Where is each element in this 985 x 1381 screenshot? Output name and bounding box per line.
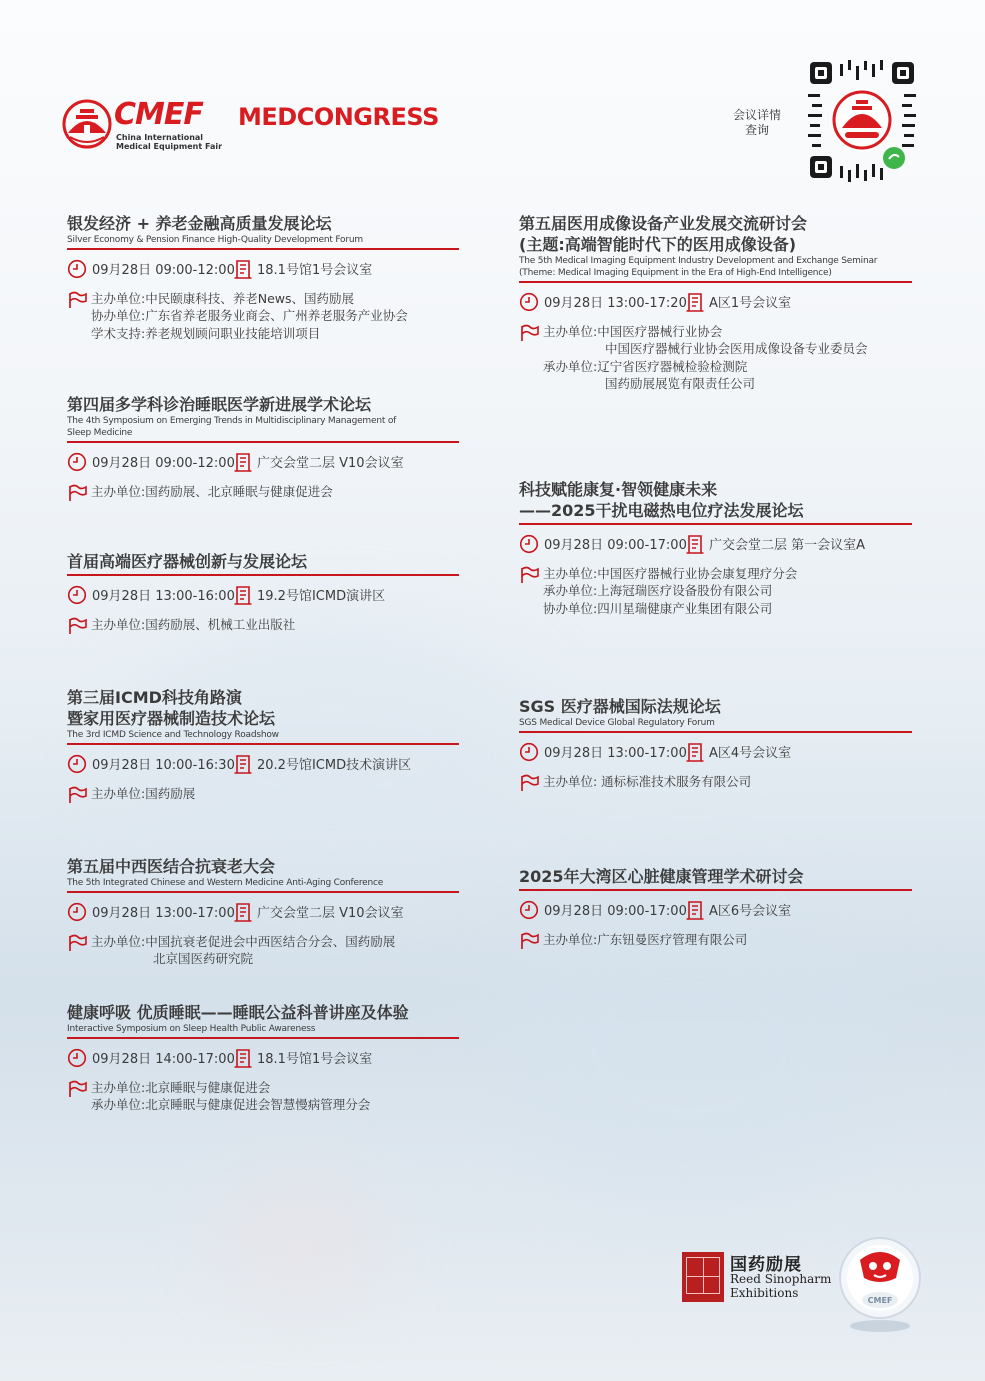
forum-time: [67, 902, 234, 922]
forum-meta-row: [67, 753, 459, 775]
forum-english-title: The 4th Symposium on Emerging Trends in Multidisciplinary Management of: [67, 416, 397, 426]
forum-block: [519, 866, 912, 954]
title-divider: [67, 574, 459, 576]
forum-title: 第五届医用成像设备产业发展交流研讨会: [519, 214, 808, 233]
forum-time-text: 09月28日 14:00-17:00: [92, 1052, 235, 1067]
qr-label: [728, 108, 786, 138]
organizer-line: 主办单位:中国医疗器械行业协会康复理疗分会: [543, 565, 798, 581]
forum-english-title: The 5th Medical Imaging Equipment Industry Development and Exchange Seminar: [519, 256, 878, 266]
venue-icon: [234, 1048, 252, 1068]
forum-venue-text: 广交会堂二层 V10会议室: [257, 906, 404, 921]
forum-venue: [234, 585, 385, 605]
forum-title: 首届高端医疗器械创新与发展论坛: [67, 552, 308, 571]
forum-english-title: Interactive Symposium on Sleep Health Public Awareness: [67, 1024, 316, 1034]
forum-meta-row: [519, 291, 912, 313]
forum-time-text: 09月28日 09:00-17:00: [544, 538, 687, 553]
cmef-subtitle: [116, 133, 222, 151]
organizer-line: 主办单位:中国抗衰老促进会中西医结合分会、国药励展: [91, 933, 396, 949]
title-divider: [519, 281, 912, 283]
venue-icon: [234, 452, 252, 472]
forum-venue: [686, 292, 791, 312]
cmef-emblem-icon: [62, 99, 112, 149]
organizer-line: 主办单位: 通标标准技术服务有限公司: [543, 773, 752, 789]
forum-title: 健康呼吸 优质睡眠——睡眠公益科普讲座及体验: [67, 1003, 409, 1022]
title-divider: [519, 889, 912, 891]
background-glow: [220, 1180, 380, 1300]
forum-title: 银发经济 + 养老金融高质量发展论坛: [67, 214, 332, 233]
forum-venue: [234, 452, 404, 472]
title-divider: [67, 441, 459, 443]
forum-time: [67, 1048, 234, 1068]
organizer-line: 主办单位:国药励展、机械工业出版社: [91, 616, 296, 632]
forum-venue-text: 18.1号馆1号会议室: [257, 263, 373, 278]
forum-venue: [686, 900, 791, 920]
forum-title: ——2025干扰电磁热电位疗法发展论坛: [519, 501, 804, 520]
forum-organizers: [67, 785, 459, 809]
forum-title: SGS 医疗器械国际法规论坛: [519, 697, 721, 716]
forum-time: [519, 534, 686, 554]
venue-icon: [686, 292, 704, 312]
forum-english-title: Silver Economy & Pension Finance High-Quality Development Forum: [67, 235, 363, 245]
forum-title: 科技赋能康复·智领健康未来: [519, 480, 718, 499]
forum-english-title: (Theme: Medical Imaging Equipment in the Era of High-End Intelligence): [519, 268, 832, 278]
clock-icon: [67, 259, 87, 279]
forum-organizers: [519, 323, 912, 393]
forum-venue: [234, 1048, 372, 1068]
forum-time-text: 09月28日 09:00-12:00: [92, 456, 235, 471]
forum-organizers: [67, 483, 459, 507]
forum-block: [67, 394, 459, 506]
title-divider: [67, 248, 459, 250]
organizer-line: 承办单位:北京睡眠与健康促进会智慧慢病管理分会: [91, 1097, 371, 1112]
title-divider: [519, 731, 912, 733]
organizer-line: 主办单位:国药励展: [91, 785, 196, 801]
forum-meta-row: [519, 899, 912, 921]
organizer-line: 中国医疗器械行业协会医用成像设备专业委员会: [605, 341, 868, 356]
forum-venue: [234, 259, 372, 279]
forum-title: (主题:高端智能时代下的医用成像设备): [519, 235, 797, 254]
title-divider: [67, 743, 459, 745]
medcongress-wordmark: MEDCONGRESS: [238, 103, 439, 131]
forum-english-title: Sleep Medicine: [67, 428, 133, 438]
flag-icon: [519, 324, 539, 342]
forum-block: [519, 213, 912, 393]
forum-meta-row: [519, 741, 912, 763]
flag-icon: [519, 566, 539, 584]
organizer-line: 主办单位:中民颐康科技、养老News、国药励展: [91, 290, 354, 306]
forum-venue: [234, 902, 404, 922]
forum-block: [67, 687, 459, 808]
organizer-line: 主办单位:中国医疗器械行业协会: [543, 323, 723, 339]
flag-icon: [67, 484, 87, 502]
forum-title: 2025年大湾区心脏健康管理学术研讨会: [519, 867, 804, 886]
title-divider: [67, 1037, 459, 1039]
forum-meta-row: [67, 901, 459, 923]
clock-icon: [67, 902, 87, 922]
forum-meta-row: [67, 451, 459, 473]
organizer-line: 学术支持:养老规划顾问职业技能培训项目: [91, 325, 321, 341]
organizer-line: 承办单位:上海冠瑞医疗设备股份有限公司: [543, 583, 773, 598]
forum-venue-text: 20.2号馆ICMD技术演讲区: [257, 758, 412, 773]
cmef-subtitle-line: China International: [116, 133, 204, 142]
forum-organizers: [67, 933, 459, 968]
forum-venue-text: A区4号会议室: [709, 746, 792, 761]
forum-english-title: SGS Medical Device Global Regulatory Forum: [519, 718, 715, 728]
forum-venue-text: 18.1号馆1号会议室: [257, 1052, 373, 1067]
organizer-line: 协办单位:四川星瑞健康产业集团有限公司: [543, 600, 773, 616]
flag-icon: [519, 932, 539, 950]
reed-sinopharm-logo: [682, 1252, 842, 1302]
forum-time: [67, 585, 234, 605]
clock-icon: [519, 900, 539, 920]
organizer-line: 主办单位:北京睡眠与健康促进会: [91, 1079, 271, 1095]
forum-block: [519, 696, 912, 796]
forum-time-text: 09月28日 10:00-16:30: [92, 758, 235, 773]
forum-time-text: 09月28日 09:00-12:00: [92, 263, 235, 278]
forum-organizers: [519, 565, 912, 618]
qr-label-line: 查询: [744, 123, 769, 137]
organizer-line: 国药励展展览有限责任公司: [605, 376, 756, 391]
forum-time-text: 09月28日 13:00-17:20: [544, 296, 687, 311]
flag-icon: [67, 934, 87, 952]
clock-icon: [519, 292, 539, 312]
forum-venue: [686, 534, 865, 554]
forum-block: [67, 213, 459, 342]
clock-icon: [519, 534, 539, 554]
cmef-mascot-icon: [836, 1226, 924, 1334]
forum-block: [67, 1002, 459, 1114]
forum-meta-row: [67, 1047, 459, 1069]
cmef-medcongress-logo: [62, 95, 439, 155]
mini-program-qr-code[interactable]: [806, 58, 918, 184]
flag-icon: [67, 1080, 87, 1098]
forum-meta-row: [519, 533, 912, 555]
forum-title: 第三届ICMD科技角路演: [67, 688, 242, 707]
clock-icon: [67, 585, 87, 605]
forum-time-text: 09月28日 09:00-17:00: [544, 904, 687, 919]
forum-time: [67, 754, 234, 774]
forum-organizers: [519, 931, 912, 955]
forum-title: 第五届中西医结合抗衰老大会: [67, 857, 276, 876]
venue-icon: [234, 902, 252, 922]
flag-icon: [67, 617, 87, 635]
clock-icon: [67, 754, 87, 774]
reed-sinopharm-cn: 国药励展: [730, 1255, 802, 1275]
forum-venue-text: 广交会堂二层 第一会议室A: [709, 538, 866, 553]
title-divider: [519, 523, 912, 525]
forum-organizers: [67, 1079, 459, 1114]
clock-icon: [519, 742, 539, 762]
organizer-line: 北京国医药研究院: [153, 951, 254, 966]
title-divider: [67, 891, 459, 893]
forum-venue-text: A区6号会议室: [709, 904, 792, 919]
organizer-line: 协办单位:广东省养老服务业商会、广州养老服务产业协会: [91, 308, 408, 323]
forum-venue-text: 19.2号馆ICMD演讲区: [257, 589, 386, 604]
forum-block: [67, 856, 459, 968]
reed-sinopharm-en: [730, 1272, 831, 1300]
cmef-wordmark: CMEF: [114, 97, 203, 132]
forum-venue-text: 广交会堂二层 V10会议室: [257, 456, 404, 471]
reed-sinopharm-en-line: Reed Sinopharm: [730, 1272, 832, 1286]
forum-time: [67, 259, 234, 279]
organizer-line: 主办单位:国药励展、北京睡眠与健康促进会: [91, 483, 333, 499]
forum-meta-row: [67, 258, 459, 280]
cmef-subtitle-line: Medical Equipment Fair: [116, 142, 223, 151]
venue-icon: [234, 585, 252, 605]
venue-icon: [234, 259, 252, 279]
forum-organizers: [67, 290, 459, 343]
forum-title: 第四届多学科诊治睡眠医学新进展学术论坛: [67, 395, 372, 414]
forum-meta-row: [67, 584, 459, 606]
venue-icon: [686, 742, 704, 762]
qr-label-line: 会议详情: [732, 108, 781, 122]
organizer-line: 承办单位:辽宁省医疗器械检验检测院: [543, 358, 748, 374]
flag-icon: [67, 291, 87, 309]
forum-time-text: 09月28日 13:00-17:00: [544, 746, 687, 761]
reed-sinopharm-en-line: Exhibitions: [730, 1286, 799, 1300]
forum-organizers: [519, 773, 912, 797]
forum-venue: [686, 742, 791, 762]
forum-time: [519, 900, 686, 920]
organizer-line: 主办单位:广东钮曼医疗管理有限公司: [543, 931, 748, 947]
reed-sinopharm-seal-icon: [682, 1252, 724, 1302]
forum-english-title: The 5th Integrated Chinese and Western Medicine Anti-Aging Conference: [67, 878, 384, 888]
forum-venue-text: A区1号会议室: [709, 296, 792, 311]
clock-icon: [67, 452, 87, 472]
clock-icon: [67, 1048, 87, 1068]
forum-time: [519, 742, 686, 762]
forum-title: 暨家用医疗器械制造技术论坛: [67, 709, 276, 728]
forum-time: [67, 452, 234, 472]
venue-icon: [686, 900, 704, 920]
forum-time-text: 09月28日 13:00-16:00: [92, 589, 235, 604]
flag-icon: [67, 786, 87, 804]
flag-icon: [519, 774, 539, 792]
forum-english-title: The 3rd ICMD Science and Technology Roadshow: [67, 730, 279, 740]
forum-time-text: 09月28日 13:00-17:00: [92, 906, 235, 921]
forum-block: [67, 551, 459, 639]
venue-icon: [686, 534, 704, 554]
forum-time: [519, 292, 686, 312]
venue-icon: [234, 754, 252, 774]
forum-block: [519, 479, 912, 617]
mascot-label: CMEF: [867, 1296, 893, 1305]
forum-organizers: [67, 616, 459, 640]
forum-venue: [234, 754, 411, 774]
